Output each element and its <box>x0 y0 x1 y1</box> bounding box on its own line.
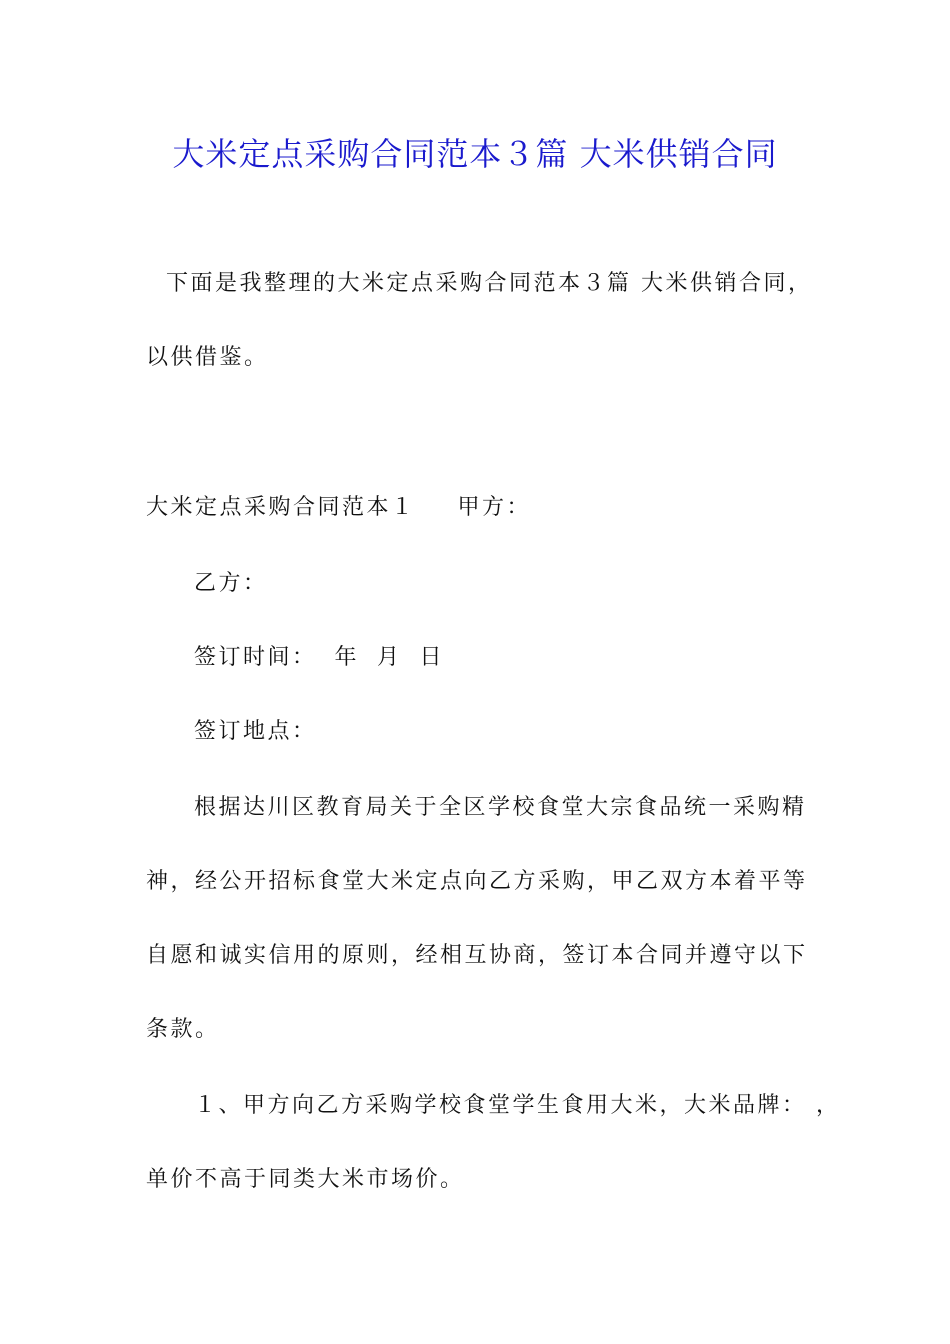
section-heading-row <box>146 490 531 526</box>
para1-line-2: 神，经公开招标食堂大米定点向乙方采购，甲乙双方本着平等 <box>146 869 808 894</box>
section-heading: 大米定点采购合同范本１ <box>146 495 416 520</box>
para1-line-1: 根据达川区教育局关于全区学校食堂大宗食品统一采购精 <box>194 795 807 820</box>
sign-time-month: 月 <box>377 645 402 670</box>
clause1-line-1: １、甲方向乙方采购学校食堂学生食用大米，大米品牌： ， <box>194 1093 841 1118</box>
intro-line-2: 以供借鉴。 <box>146 345 269 370</box>
sign-time-label: 签订时间： <box>194 645 317 670</box>
sign-time-day: 日 <box>419 645 445 670</box>
para1-line-3: 自愿和诚实信用的原则，经相互协商，签订本合同并遵守以下 <box>146 943 808 968</box>
sign-time-year: 年 <box>334 645 360 670</box>
document-title: 大米定点采购合同范本３篇 大米供销合同 <box>172 135 778 173</box>
sign-place-label: 签订地点： <box>194 719 317 744</box>
party-b-label: 乙方： <box>194 571 268 596</box>
para1-line-4: 条款。 <box>146 1017 220 1042</box>
party-a-label: 甲方： <box>457 495 532 520</box>
clause1-line-2: 单价不高于同类大米市场价。 <box>146 1167 465 1192</box>
sign-time-row <box>194 640 444 676</box>
intro-line-1: 下面是我整理的大米定点采购合同范本３篇 大米供销合同， <box>166 271 813 296</box>
